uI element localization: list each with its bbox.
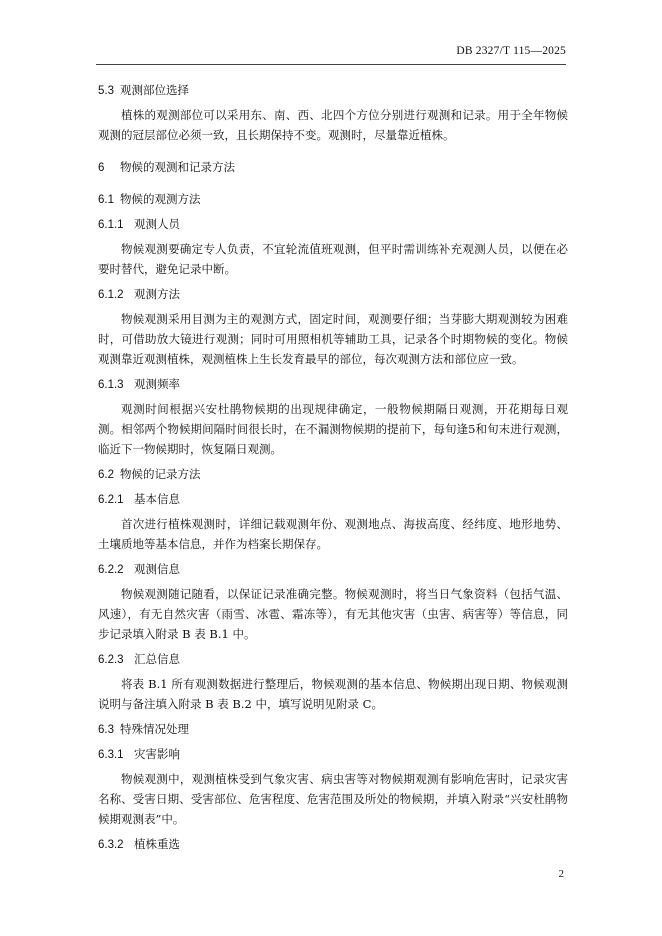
heading-6-3: 6.3 特殊情况处理 bbox=[98, 722, 189, 736]
heading-6-1-1: 6.1.1 观测人员 bbox=[98, 217, 180, 231]
paragraph-6-2-1: 首次进行植株观测时，详细记载观测年份、观测地点、海拔高度、经纬度、地形地势、土壤质地等基本信息，并作为档案长期保存。 bbox=[98, 517, 568, 551]
paragraph-6-2-3: 将表 B.1 所有观测数据进行整理后，物候观测的基本信息、物候期出现日期、物候观测说明与备注填入附录 B 表 B.2 中，填写说明见附录 C。 bbox=[98, 677, 568, 711]
heading-6-1: 6.1 物候的观测方法 bbox=[98, 192, 201, 206]
paragraph-6-1-3: 观测时间根据兴安杜鹃物候期的出现规律确定，一般物候期隔日观测，开花期每日观测。相邻两个物候期间隔时间很长时，在不漏测物候期的提前下，每旬逢5和旬末进行观测，临近下一物候期时，恢复隔日观测。 bbox=[98, 402, 568, 456]
paragraph-6-1-1: 物候观测要确定专人负责，不宜轮流值班观测，但平时需训练补充观测人员，以便在必要时替代，避免记录中断。 bbox=[98, 242, 568, 276]
heading-6-2-3: 6.2.3 汇总信息 bbox=[98, 652, 180, 666]
body-content bbox=[98, 80, 568, 854]
heading-6-1-2: 6.1.2 观测方法 bbox=[98, 287, 180, 301]
heading-6-2: 6.2 物候的记录方法 bbox=[98, 467, 201, 481]
heading-6-2-2: 6.2.2 观测信息 bbox=[98, 562, 180, 576]
heading-6-3-1: 6.3.1 灾害影响 bbox=[98, 747, 180, 761]
page-number: 2 bbox=[558, 868, 564, 880]
heading-6: 6 物候的观测和记录方法 bbox=[98, 160, 235, 174]
paragraph-6-1-2: 物候观测采用目测为主的观测方式，固定时间，观测要仔细；当芽膨大期观测较为困难时，可借助放大镜进行观测；同时可用照相机等辅助工具，记录各个时期物候的变化。物候观测靠近观测植株，观测植株上生长发育最早的部位，每次观测方法和部位应一致。 bbox=[98, 312, 568, 366]
paragraph-6-3-1: 物候观测中，观测植株受到气象灾害、病虫害等对物候期观测有影响危害时，记录灾害名称、受害日期、受害部位、危害程度、危害范围及所处的物候期，并填入附录“兴安杜鹃物候期观测表”中。 bbox=[98, 772, 568, 826]
header-rule bbox=[96, 64, 566, 65]
heading-6-2-1: 6.2.1 基本信息 bbox=[98, 492, 180, 506]
heading-5-3: 5.3 观测部位选择 bbox=[98, 83, 189, 97]
paragraph-5-3: 植株的观测部位可以采用东、南、西、北四个方位分别进行观测和记录。用于全年物候观测的冠层部位必须一致，且长期保持不变。观测时，尽量靠近植株。 bbox=[98, 108, 568, 142]
paragraph-6-2-2: 物候观测随记随看，以保证记录准确完整。物候观测时，将当日气象资料（包括气温、风速），有无自然灾害（雨雪、冰雹、霜冻等），有无其他灾害（虫害、病害等）等信息，同步记录填入附录 B 表 B.1 中。 bbox=[98, 587, 568, 641]
heading-6-1-3: 6.1.3 观测频率 bbox=[98, 377, 180, 391]
document-code: DB 2327/T 115—2025 bbox=[456, 45, 566, 57]
heading-6-3-2: 6.3.2 植株重选 bbox=[98, 837, 180, 851]
